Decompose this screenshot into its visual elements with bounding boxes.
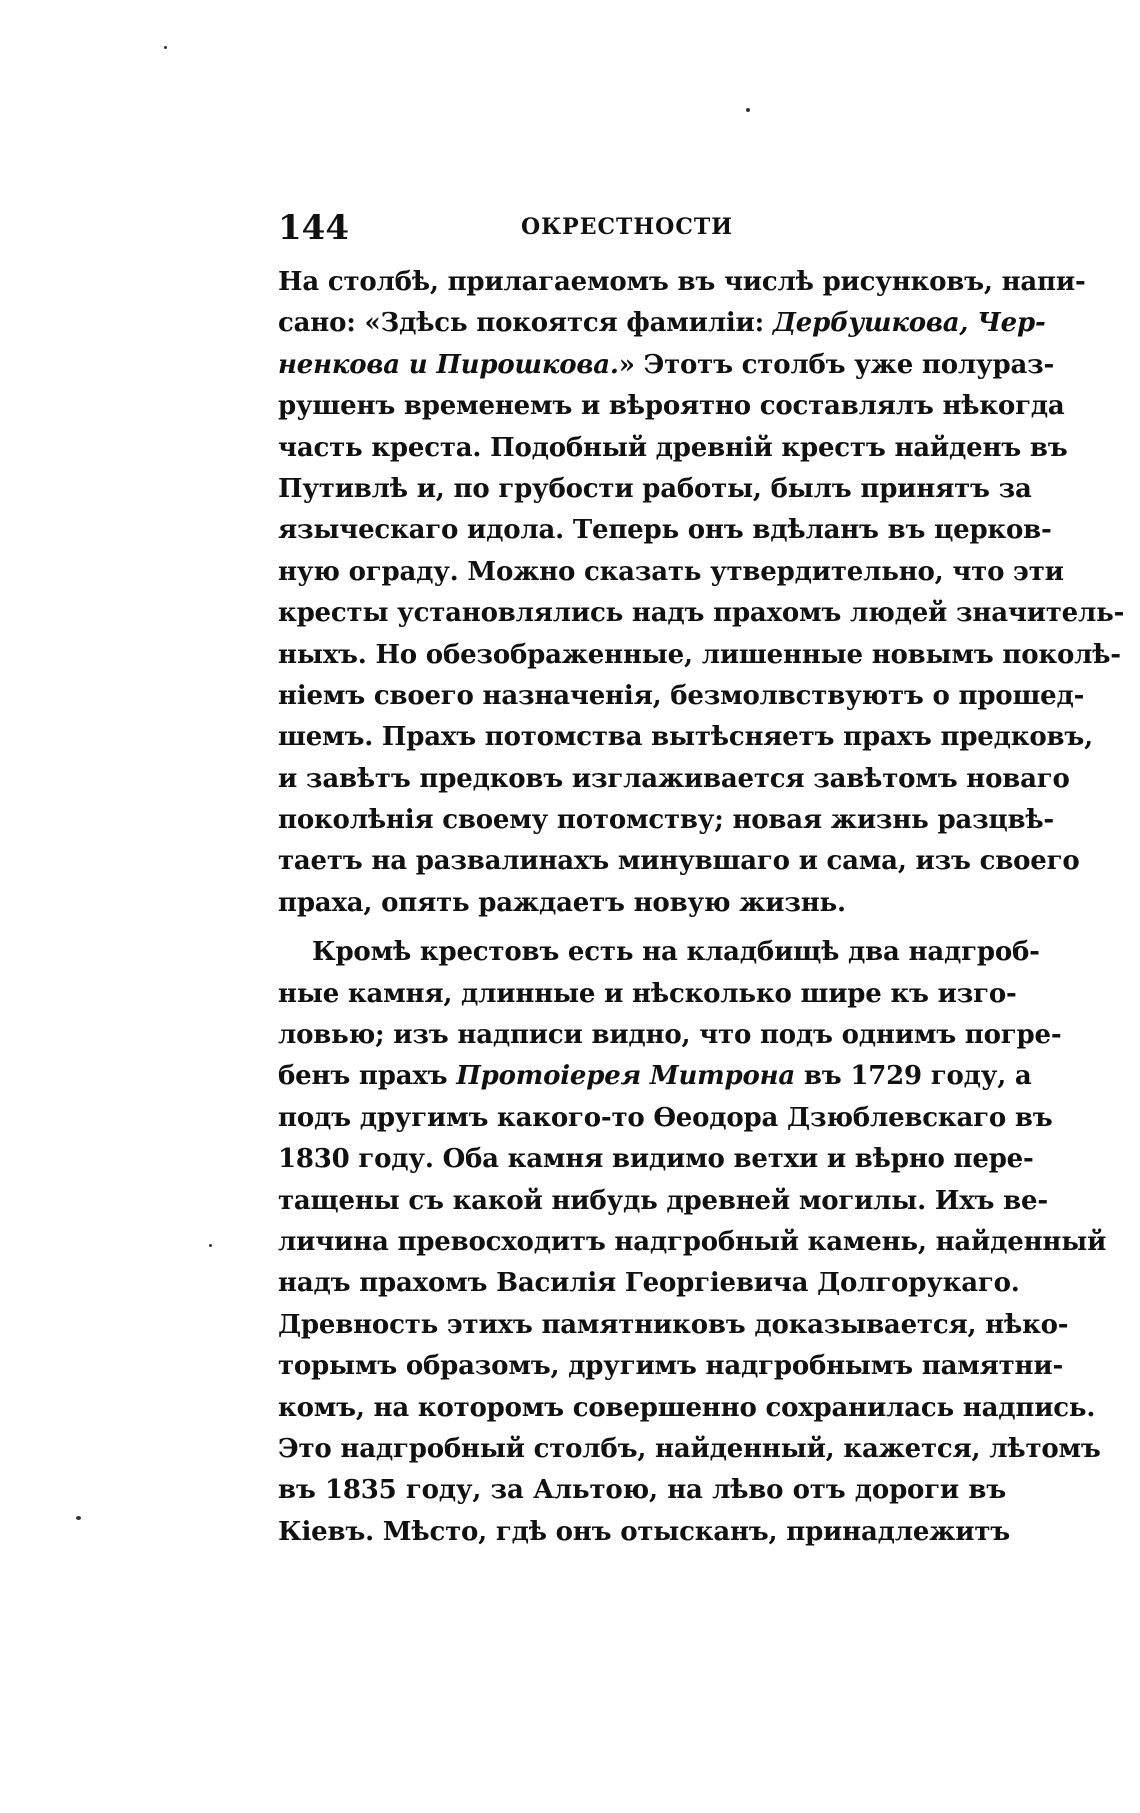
text-line xyxy=(278,303,1046,344)
text-span: въ 1729 году, а xyxy=(795,1061,1032,1092)
text-line: и завѣтъ предковъ изглаживается завѣтомъ новаго xyxy=(278,763,1070,794)
scan-speck xyxy=(76,1516,81,1520)
page-number: 144 xyxy=(278,208,349,248)
text-line: ніемъ своего назначенія, безмолвствуютъ о прошед- xyxy=(278,680,1085,711)
text-line: Древность этихъ памятниковъ доказывается, нѣко- xyxy=(278,1309,1069,1340)
text-line: часть креста. Подобный древній крестъ найденъ въ xyxy=(278,432,1068,463)
text-line: На столбѣ, прилагаемомъ въ числѣ рисунковъ, напи- xyxy=(278,267,1086,297)
scan-speck xyxy=(164,46,167,49)
text-line: шемъ. Прахъ потомства вытѣсняетъ прахъ предковъ, xyxy=(278,722,1093,753)
text-line: комъ, на которомъ совершенно сохранилась надпись. xyxy=(278,1392,1096,1423)
text-line: торымъ образомъ, другимъ надгробнымъ памятни- xyxy=(278,1351,1064,1382)
text-line: Путивлѣ и, по грубости работы, былъ принятъ за xyxy=(278,473,1032,504)
text-line: ную ограду. Можно сказать утвердительно, что эти xyxy=(278,556,1064,587)
italic-name: Протоіерея Митрона xyxy=(456,1061,796,1092)
page-header xyxy=(278,208,733,252)
scan-speck xyxy=(746,108,750,112)
scan-speck xyxy=(209,1244,212,1247)
text-span: сано: «Здѣсь покоятся фамиліи: xyxy=(278,308,773,339)
text-line: ловью; изъ надписи видно, что подъ однимъ погре- xyxy=(278,1020,1062,1051)
italic-name: Дербушкова, Чер- xyxy=(772,308,1046,339)
running-title: ОКРЕСТНОСТИ xyxy=(521,214,733,240)
italic-name: ненкова и Пирошкова. xyxy=(278,349,619,380)
text-line: языческаго идола. Теперь онъ вдѣланъ въ церков- xyxy=(278,515,1052,546)
body-text xyxy=(278,262,1125,1553)
paragraph-gap xyxy=(278,924,1006,932)
text-line: Это надгробный столбъ, найденный, кажется, лѣтомъ xyxy=(278,1433,1101,1464)
text-line: подъ другимъ какого-то Ѳеодора Дзюблевскаго въ xyxy=(278,1102,1053,1133)
text-line xyxy=(278,1056,1032,1097)
text-line: ныхъ. Но обезображенные, лишенные новымъ поколѣ- xyxy=(278,639,1121,670)
text-line: ные камня, длинные и нѣсколько шире къ изго- xyxy=(278,978,1017,1009)
text-line: праха, опять раждаетъ новую жизнь. xyxy=(278,887,846,918)
text-span: » Этотъ столбъ уже полураз- xyxy=(618,349,1055,380)
text-line: поколѣнія своему потомству; новая жизнь разцвѣ- xyxy=(278,805,1055,836)
text-line xyxy=(278,345,1055,386)
text-line: Кромѣ крестовъ есть на кладбищѣ два надгроб- xyxy=(312,937,1040,968)
text-line: таетъ на развалинахъ минувшаго и сама, изъ своего xyxy=(278,846,1080,877)
text-line: Кіевъ. Мѣсто, гдѣ онъ отысканъ, принадлежитъ xyxy=(278,1516,1011,1547)
text-line: тащены съ какой нибудь древней могилы. Ихъ ве- xyxy=(278,1185,1048,1216)
text-line: надъ прахомъ Василія Георгіевича Долгорукаго. xyxy=(278,1268,1020,1299)
text-line: рушенъ временемъ и вѣроятно составлялъ нѣкогда xyxy=(278,391,1065,422)
text-line: личина превосходитъ надгробный камень, найденный xyxy=(278,1226,1107,1257)
text-line: 1830 году. Оба камня видимо ветхи и вѣрно пере- xyxy=(278,1144,1034,1175)
text-line: въ 1835 году, за Альтою, на лѣво отъ дороги въ xyxy=(278,1475,1006,1506)
text-span: бенъ прахъ xyxy=(278,1061,457,1092)
text-line: кресты установлялись надъ прахомъ людей значитель- xyxy=(278,598,1125,629)
